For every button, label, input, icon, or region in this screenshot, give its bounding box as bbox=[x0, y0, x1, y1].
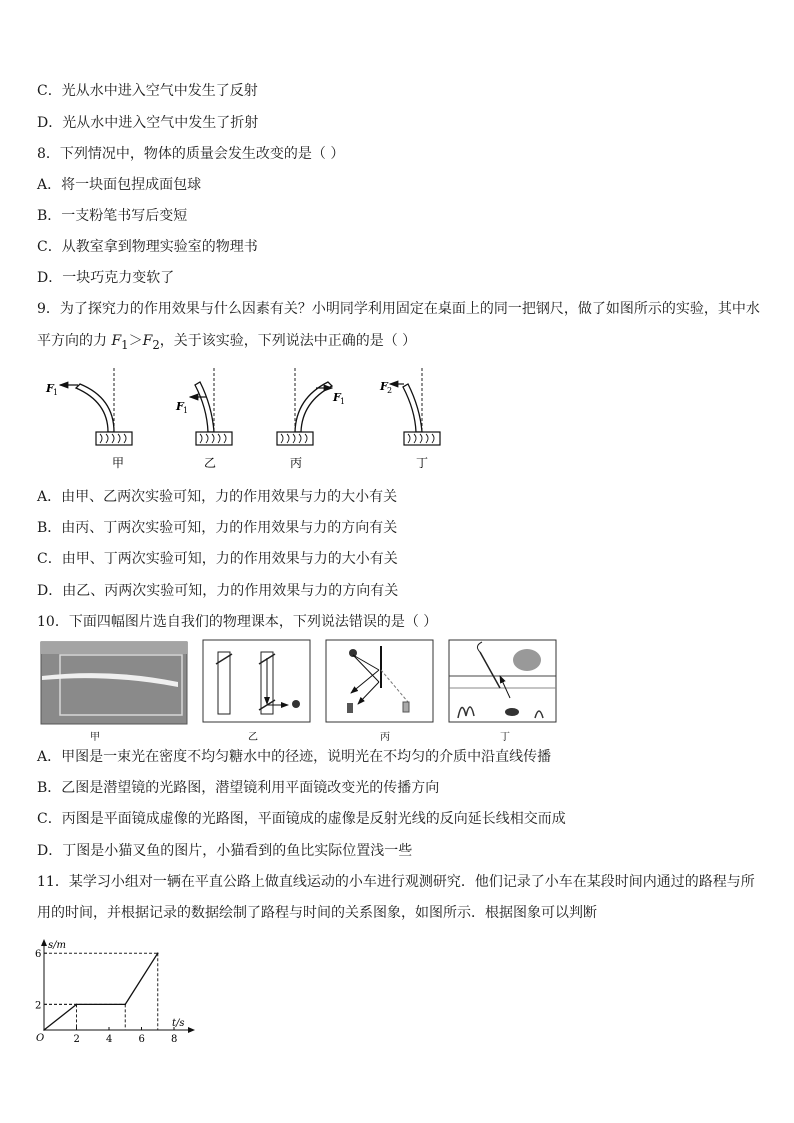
q9-force-label-yi: F bbox=[176, 400, 184, 413]
q9-label-yi: 乙 bbox=[204, 456, 217, 470]
q9-force-sub-yi: 1 bbox=[183, 406, 189, 415]
q10-option-a: A．甲图是一束光在密度不均匀糖水中的径迹，说明光在不均匀的介质中沿直线传播 bbox=[37, 749, 552, 765]
x-tick-label: 2 bbox=[73, 1034, 80, 1045]
q9-panel-bing bbox=[277, 368, 345, 470]
q9-panel-ding bbox=[379, 368, 440, 470]
q9-force-f1-subscript: 1 bbox=[121, 337, 129, 352]
q9-panel-yi bbox=[175, 368, 232, 470]
data-point bbox=[124, 1004, 126, 1006]
q10-label-yi: 乙 bbox=[248, 732, 258, 743]
q9-label-jia: 甲 bbox=[112, 456, 125, 470]
q9-force-label-ding: F bbox=[380, 380, 388, 393]
q9-force-f2-subscript: 2 bbox=[152, 337, 160, 352]
origin-label: O bbox=[36, 1033, 45, 1044]
q9-label-bing: 丙 bbox=[290, 456, 303, 470]
q10-label-bing: 丙 bbox=[380, 732, 390, 743]
data-point bbox=[43, 1029, 45, 1031]
q9-force-label-jia: F bbox=[46, 382, 54, 395]
q9-option-d: D．由乙、丙两次实验可知，力的作用效果与力的方向有关 bbox=[37, 583, 399, 599]
q11-st-graph bbox=[34, 934, 204, 1049]
q9-panel-jia bbox=[45, 368, 132, 470]
q9-force-label-bing: F bbox=[333, 391, 341, 404]
q9-greater-than: ＞ bbox=[128, 333, 143, 349]
q8-option-d: D．一块巧克力变软了 bbox=[37, 270, 175, 286]
q10-option-b: B．乙图是潜望镜的光路图，潜望镜利用平面镜改变光的传播方向 bbox=[37, 780, 440, 796]
q9-stem-line1: 9．为了探究力的作用效果与什么因素有关？小明同学利用固定在桌面上的同一把钢尺，做了如图所示的实验，其中水 bbox=[37, 301, 760, 317]
q11-stem-line2: 用的时间，并根据记录的数据绘制了路程与时间的关系图象，如图所示．根据图象可以判断 bbox=[37, 905, 597, 921]
q9-ruler-figure bbox=[40, 368, 450, 476]
data-point bbox=[76, 1004, 78, 1006]
q10-cat-fish-ding bbox=[449, 640, 556, 743]
data-point bbox=[157, 952, 159, 954]
q7-option-d: D．光从水中进入空气中发生了折射 bbox=[37, 115, 259, 131]
q8-option-c: C．从教室拿到物理实验室的物理书 bbox=[37, 239, 258, 255]
q9-force-sub-jia: 1 bbox=[53, 388, 59, 397]
q9-force-sub-bing: 1 bbox=[340, 397, 346, 406]
x-axis-label: t/s bbox=[172, 1018, 185, 1029]
q10-label-jia: 甲 bbox=[90, 732, 100, 743]
y-axis-label: s/m bbox=[48, 940, 66, 951]
series-line bbox=[44, 953, 158, 1030]
x-tick-label: 6 bbox=[138, 1034, 145, 1045]
q7-option-c: C．光从水中进入空气中发生了反射 bbox=[37, 83, 258, 99]
q8-stem: 8．下列情况中，物体的质量会发生改变的是（ ） bbox=[37, 146, 345, 162]
q9-option-a: A．由甲、乙两次实验可知，力的作用效果与力的大小有关 bbox=[37, 489, 398, 505]
q9-option-b: B．由丙、丁两次实验可知，力的作用效果与力的方向有关 bbox=[37, 520, 398, 536]
q10-mirror-bing bbox=[326, 640, 433, 743]
q10-periscope-yi bbox=[203, 640, 310, 743]
q9-stem-line2 bbox=[37, 331, 416, 355]
q10-option-d: D．丁图是小猫叉鱼的图片，小猫看到的鱼比实际位置浅一些 bbox=[37, 843, 413, 859]
q8-option-a: A．将一块面包捏成面包球 bbox=[37, 177, 202, 193]
q8-option-b: B．一支粉笔书写后变短 bbox=[37, 208, 188, 224]
x-tick-label: 8 bbox=[171, 1034, 178, 1045]
y-tick-label: 2 bbox=[35, 1000, 42, 1012]
y-tick-label: 6 bbox=[35, 949, 42, 961]
q9-stem-line2-suffix: ，关于该实验，下列说法中正确的是（ ） bbox=[159, 333, 417, 349]
q10-stem: 10．下面四幅图片选自我们的物理课本，下列说法错误的是（ ） bbox=[37, 614, 438, 630]
q9-force-f2-symbol: F bbox=[142, 333, 153, 349]
x-tick-label: 4 bbox=[106, 1034, 113, 1045]
q10-photo-jia bbox=[41, 642, 187, 743]
q9-option-c: C．由甲、丁两次实验可知，力的作用效果与力的大小有关 bbox=[37, 551, 398, 567]
q9-stem-line2-prefix: 平方向的力 bbox=[37, 333, 112, 349]
q9-force-f1-symbol: F bbox=[111, 333, 122, 349]
q10-label-ding: 丁 bbox=[500, 732, 510, 743]
q9-force-sub-ding: 2 bbox=[387, 386, 393, 395]
q10-figure-strip bbox=[40, 638, 560, 758]
q11-stem-line1: 11．某学习小组对一辆在平直公路上做直线运动的小车进行观测研究．他们记录了小车在某段时间内通过的路程与所 bbox=[37, 874, 755, 890]
q10-option-c: C．丙图是平面镜成虚像的光路图，平面镜成的虚像是反射光线的反向延长线相交而成 bbox=[37, 811, 566, 827]
q9-label-ding: 丁 bbox=[416, 456, 429, 470]
